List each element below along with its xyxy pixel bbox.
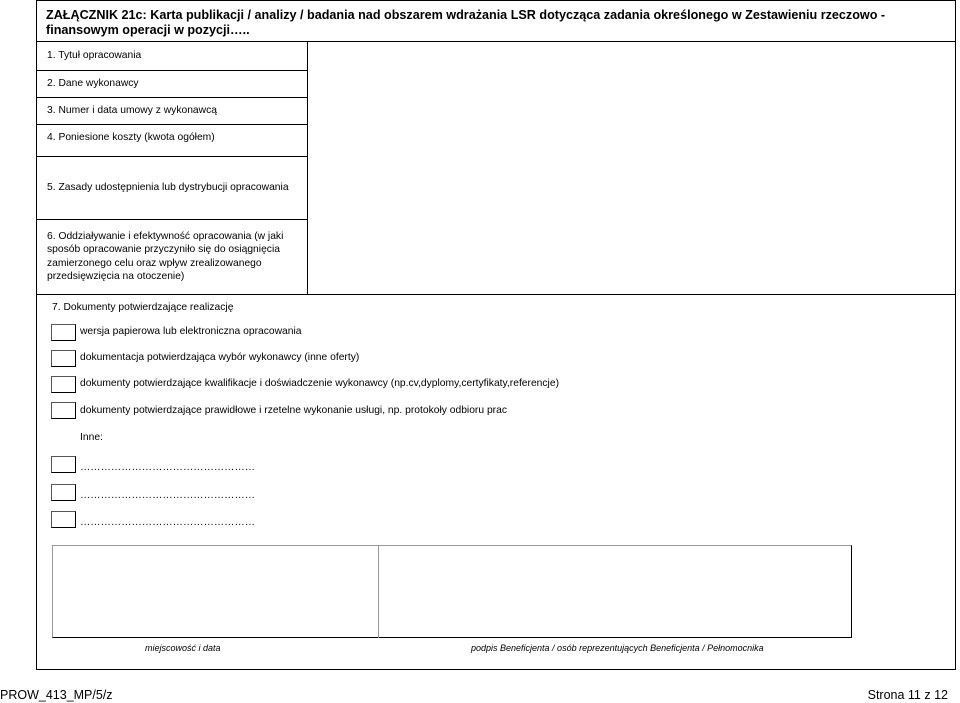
page-number: Strona 11 z 12: [867, 688, 948, 702]
row-divider: [36, 97, 308, 98]
documents-section-title: 7. Dokumenty potwierdzające realizację: [52, 302, 234, 313]
distribution-input[interactable]: [308, 157, 955, 218]
form-title: ZAŁĄCZNIK 21c: Karta publikacji / analizy / badania nad obszarem wdrażania LSR dotycząca zadania określonego w Zestawieniu rzeczowo - finansowym operacji w pozycji…..: [46, 8, 886, 37]
signature-caption: podpis Beneficjenta / osób reprezentujących Beneficjenta / Pełnomocnika: [471, 643, 764, 653]
other-checkbox-2[interactable]: [51, 484, 76, 501]
qualifications-checkbox[interactable]: [51, 376, 76, 393]
form-header: [36, 0, 956, 42]
completion-checkbox[interactable]: [51, 402, 76, 419]
other-checkbox-1[interactable]: [51, 456, 76, 473]
contract-input[interactable]: [308, 98, 955, 123]
signature-box[interactable]: [52, 545, 852, 638]
costs-input[interactable]: [308, 125, 955, 155]
impact-input[interactable]: [308, 220, 955, 293]
row-divider: [36, 124, 308, 125]
section-divider: [36, 294, 956, 295]
field-contract-label: 3. Numer i data umowy z wykonawcą: [47, 105, 217, 116]
other-line-1[interactable]: ……………………………………………: [80, 462, 256, 473]
other-label: Inne:: [80, 432, 103, 443]
qualifications-label: dokumenty potwierdzające kwalifikacje i doświadczenie wykonawcy (np.cv,dyplomy,certyfikaty,referencje): [80, 378, 560, 389]
field-contractor-label: 2. Dane wykonawcy: [47, 78, 139, 89]
field-title-label: 1. Tytuł opracowania: [47, 50, 142, 61]
contractor-selection-label: dokumentacja potwierdzająca wybór wykonawcy (inne oferty): [80, 352, 360, 363]
other-checkbox-3[interactable]: [51, 511, 76, 528]
field-costs-label: 4. Poniesione koszty (kwota ogółem): [47, 132, 215, 143]
row-divider: [36, 70, 308, 71]
contractor-selection-checkbox[interactable]: [51, 350, 76, 367]
signature-divider: [378, 545, 379, 638]
contractor-input[interactable]: [308, 71, 955, 96]
other-line-3[interactable]: ……………………………………………: [80, 517, 256, 528]
place-date-caption: miejscowość i data: [145, 643, 221, 653]
document-code: PROW_413_MP/5/z: [0, 688, 113, 702]
field-distribution-label: 5. Zasady udostępnienia lub dystrybucji opracowania: [47, 182, 289, 193]
other-line-2[interactable]: ……………………………………………: [80, 490, 256, 501]
title-input[interactable]: [308, 43, 955, 69]
field-impact-label: 6. Oddziaływanie i efektywność opracowania (w jaki sposób opracowanie przyczyniło się do osiągnięcia zamierzonego celu oraz wpływ zrealizowanego przedsięwzięcia na otoczenie): [47, 231, 284, 282]
row-divider: [36, 156, 308, 157]
paper-version-checkbox[interactable]: [51, 324, 76, 341]
row-divider: [36, 219, 308, 220]
completion-label: dokumenty potwierdzające prawidłowe i rzetelne wykonanie usługi, np. protokoły odbioru prac: [80, 405, 507, 416]
paper-version-label: wersja papierowa lub elektroniczna opracowania: [80, 326, 302, 337]
